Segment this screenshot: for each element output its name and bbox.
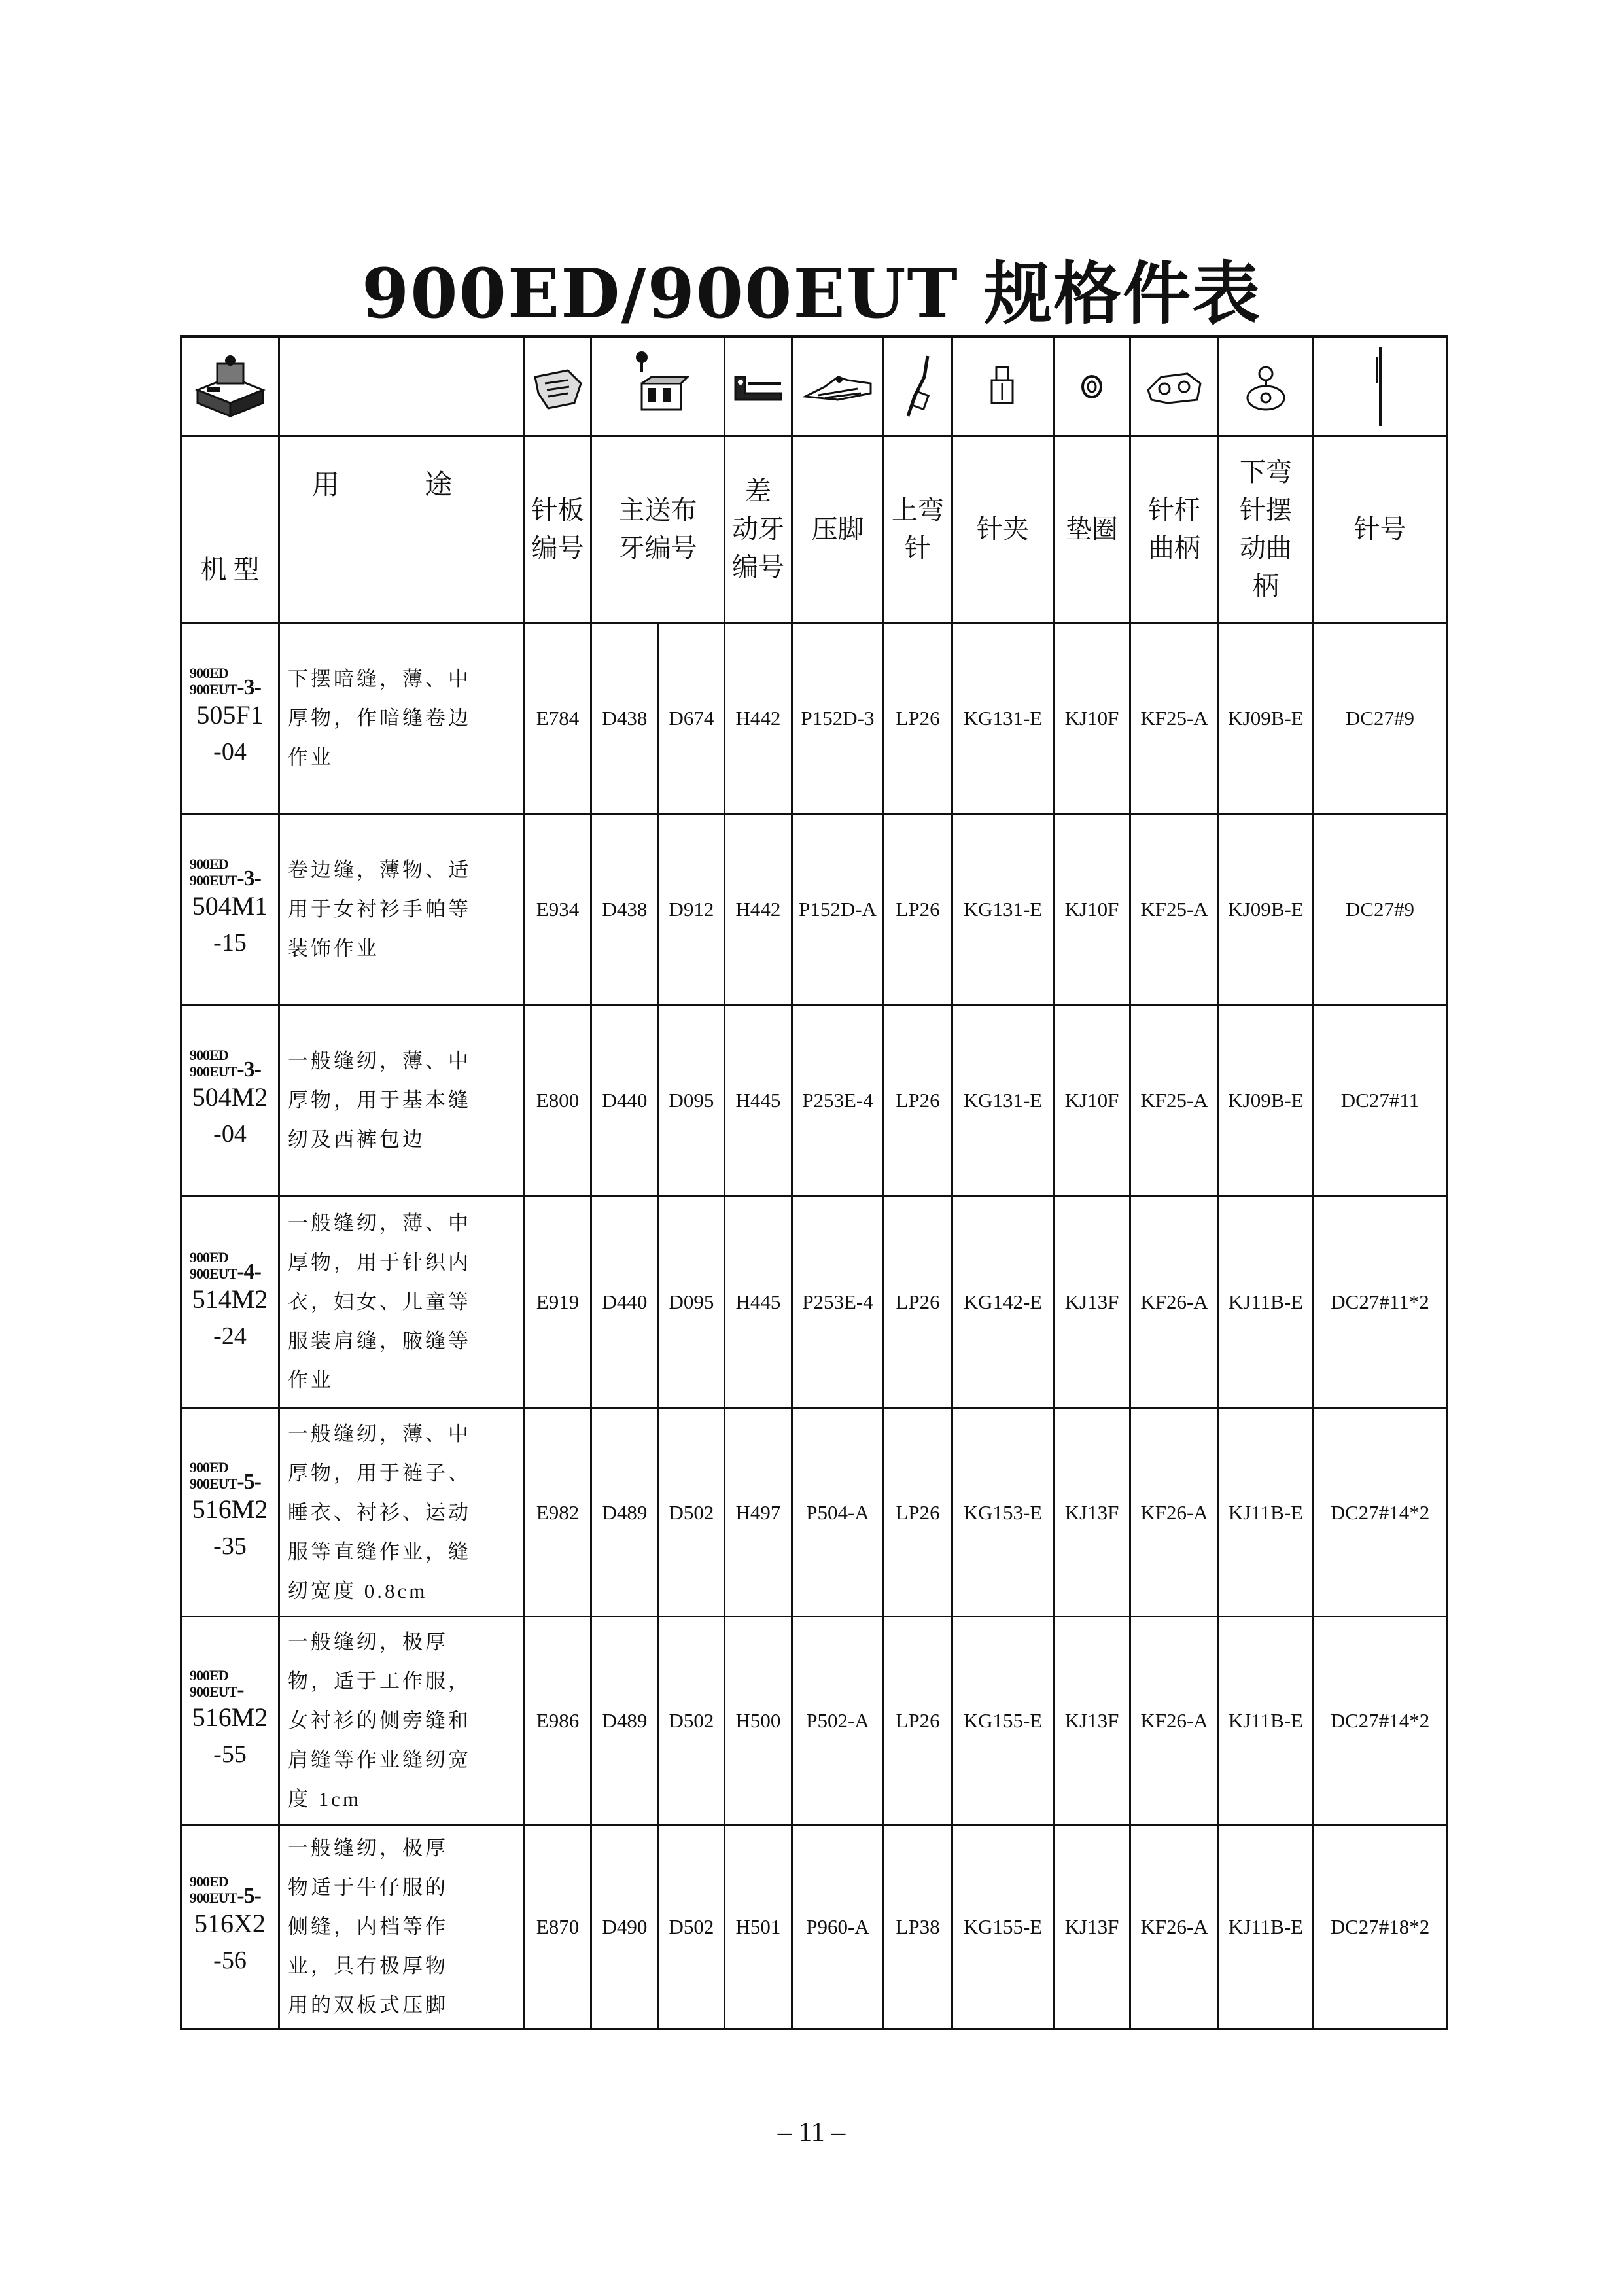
diff-feed-value: H497 xyxy=(725,1409,792,1617)
usage-cell: 一般缝纫，薄、中 厚物，用于裢子、 睡衣、衬衫、运动 服等直缝作业，缝 纫宽度 0.8cm xyxy=(279,1409,525,1617)
lower-looper-crank-value: KJ11B-E xyxy=(1219,1409,1314,1617)
main-feed-value: D502 xyxy=(659,1409,725,1617)
model-cell: 900ED 900EUT-3- 504M2 -04 xyxy=(181,1005,279,1196)
model-cell: 900ED 900EUT-3- 505F1 -04 xyxy=(181,623,279,814)
needle-bar-crank-value: KF25-A xyxy=(1130,814,1219,1005)
icon-cell-needle-plate xyxy=(525,337,591,436)
header-needle-no: 针号 xyxy=(1314,436,1447,623)
upper-looper-value: LP38 xyxy=(884,1825,952,2029)
icon-cell-main-feed xyxy=(591,337,725,436)
lower-looper-crank-value: KJ09B-E xyxy=(1219,1005,1314,1196)
model-cell: 900ED 900EUT-3- 504M1 -15 xyxy=(181,814,279,1005)
presser-foot-value: P152D-A xyxy=(792,814,884,1005)
main-feed-value: D438 xyxy=(591,814,659,1005)
usage-cell: 下摆暗缝，薄、中 厚物，作暗缝卷边 作业 xyxy=(279,623,525,814)
diff-feed-value: H501 xyxy=(725,1825,792,2029)
diff-feed-value: H445 xyxy=(725,1005,792,1196)
usage-cell: 卷边缝，薄物、适 用于女衬衫手帕等 装饰作业 xyxy=(279,814,525,1005)
main-feed-value: D440 xyxy=(591,1196,659,1409)
sewing-machine-icon xyxy=(191,351,270,423)
header-lower-looper-crank: 下弯 针摆 动曲 柄 xyxy=(1219,436,1314,623)
main-feed-value: D502 xyxy=(659,1825,725,2029)
icon-cell-usage xyxy=(279,337,525,436)
icon-cell-presser-foot xyxy=(792,337,884,436)
needle-bar-crank-value: KF26-A xyxy=(1130,1825,1219,2029)
lower-looper-crank-value: KJ11B-E xyxy=(1219,1825,1314,2029)
presser-foot-value: P253E-4 xyxy=(792,1005,884,1196)
needle-clamp-value: KG155-E xyxy=(952,1617,1054,1825)
differential-feed-icon xyxy=(729,364,788,410)
header-washer: 垫圈 xyxy=(1054,436,1130,623)
header-model: 机 型 xyxy=(181,436,279,623)
header-needle-bar-crank: 针杆 曲柄 xyxy=(1130,436,1219,623)
needle-no-value: DC27#11 xyxy=(1314,1005,1447,1196)
icon-cell-upper-looper xyxy=(884,337,952,436)
upper-looper-value: LP26 xyxy=(884,1196,952,1409)
lower-looper-crank-value: KJ09B-E xyxy=(1219,814,1314,1005)
needle-no-value: DC27#11*2 xyxy=(1314,1196,1447,1409)
needle-no-value: DC27#9 xyxy=(1314,814,1447,1005)
table-row xyxy=(181,1825,1447,2029)
model-cell: 900ED 900EUT-4- 514M2 -24 xyxy=(181,1196,279,1409)
diff-feed-value: H500 xyxy=(725,1617,792,1825)
washer-value: KJ10F xyxy=(1054,814,1130,1005)
washer-value: KJ13F xyxy=(1054,1409,1130,1617)
icon-cell-needle-clamp xyxy=(952,337,1054,436)
washer-value: KJ13F xyxy=(1054,1825,1130,2029)
needle-no-value: DC27#14*2 xyxy=(1314,1617,1447,1825)
icon-cell-needle xyxy=(1314,337,1447,436)
needle-plate-value: E986 xyxy=(525,1617,591,1825)
icon-row xyxy=(181,337,1447,436)
needle-plate-value: E919 xyxy=(525,1196,591,1409)
header-upper-looper: 上弯 针 xyxy=(884,436,952,623)
needle-plate-icon xyxy=(529,357,587,416)
presser-foot-value: P253E-4 xyxy=(792,1196,884,1409)
washer-value: KJ10F xyxy=(1054,623,1130,814)
washer-value: KJ13F xyxy=(1054,1617,1130,1825)
presser-foot-value: P504-A xyxy=(792,1409,884,1617)
needle-bar-crank-icon xyxy=(1142,364,1207,410)
needle-clamp-value: KG142-E xyxy=(952,1196,1054,1409)
main-feed-value: D489 xyxy=(591,1409,659,1617)
needle-plate-value: E800 xyxy=(525,1005,591,1196)
header-presser-foot: 压脚 xyxy=(792,436,884,623)
icon-cell-needle-bar-crank xyxy=(1130,337,1219,436)
needle-plate-value: E784 xyxy=(525,623,591,814)
feed-dog-icon xyxy=(622,347,694,426)
main-feed-value: D438 xyxy=(591,623,659,814)
main-feed-value: D912 xyxy=(659,814,725,1005)
needle-clamp-value: KG153-E xyxy=(952,1409,1054,1617)
presser-foot-value: P152D-3 xyxy=(792,623,884,814)
diff-feed-value: H445 xyxy=(725,1196,792,1409)
main-feed-value: D095 xyxy=(659,1196,725,1409)
page-number: – 11 – xyxy=(777,2117,846,2147)
upper-looper-value: LP26 xyxy=(884,1617,952,1825)
presser-foot-value: P960-A xyxy=(792,1825,884,2029)
table-row xyxy=(181,1196,1447,1409)
needle-bar-crank-value: KF26-A xyxy=(1130,1409,1219,1617)
header-needle-clamp: 针夹 xyxy=(952,436,1054,623)
needle-plate-value: E982 xyxy=(525,1409,591,1617)
needle-plate-value: E934 xyxy=(525,814,591,1005)
header-needle-plate: 针板 编号 xyxy=(525,436,591,623)
main-feed-value: D440 xyxy=(591,1005,659,1196)
usage-cell: 一般缝纫，薄、中 厚物，用于基本缝 纫及西裤包边 xyxy=(279,1005,525,1196)
header-main-feed: 主送布 牙编号 xyxy=(591,436,725,623)
upper-looper-value: LP26 xyxy=(884,623,952,814)
table-row xyxy=(181,814,1447,1005)
washer-icon xyxy=(1075,370,1108,403)
main-feed-value: D674 xyxy=(659,623,725,814)
needle-bar-crank-value: KF26-A xyxy=(1130,1196,1219,1409)
lower-looper-crank-icon xyxy=(1236,357,1295,416)
diff-feed-value: H442 xyxy=(725,814,792,1005)
diff-feed-value: H442 xyxy=(725,623,792,814)
washer-value: KJ13F xyxy=(1054,1196,1130,1409)
needle-icon xyxy=(1367,344,1393,429)
header-row xyxy=(181,436,1447,623)
needle-bar-crank-value: KF26-A xyxy=(1130,1617,1219,1825)
needle-clamp-icon xyxy=(986,361,1019,413)
usage-cell: 一般缝纫，薄、中 厚物，用于针织内 衣，妇女、儿童等 服装肩缝，腋缝等 作业 xyxy=(279,1196,525,1409)
lower-looper-crank-value: KJ11B-E xyxy=(1219,1196,1314,1409)
needle-bar-crank-value: KF25-A xyxy=(1130,623,1219,814)
needle-clamp-value: KG131-E xyxy=(952,1005,1054,1196)
spec-table xyxy=(180,335,1448,2030)
icon-cell-diff-feed xyxy=(725,337,792,436)
needle-no-value: DC27#14*2 xyxy=(1314,1409,1447,1617)
needle-plate-value: E870 xyxy=(525,1825,591,2029)
page-title: 900ED/900EUT 规格件表 xyxy=(361,253,1262,334)
usage-cell: 一般缝纫，极厚 物适于牛仔服的 侧缝，内档等作 业，具有极厚物 用的双板式压脚 xyxy=(279,1825,525,2029)
icon-cell-washer xyxy=(1054,337,1130,436)
icon-cell-model xyxy=(181,337,279,436)
upper-looper-value: LP26 xyxy=(884,814,952,1005)
table-row xyxy=(181,1005,1447,1196)
upper-looper-icon xyxy=(898,351,937,423)
main-feed-value: D502 xyxy=(659,1617,725,1825)
table-row xyxy=(181,1617,1447,1825)
table-row xyxy=(181,1409,1447,1617)
model-cell: 900ED 900EUT-5- 516M2 -35 xyxy=(181,1409,279,1617)
needle-clamp-value: KG131-E xyxy=(952,623,1054,814)
main-feed-value: D095 xyxy=(659,1005,725,1196)
model-cell: 900ED 900EUT- 516M2 -55 xyxy=(181,1617,279,1825)
lower-looper-crank-value: KJ09B-E xyxy=(1219,623,1314,814)
lower-looper-crank-value: KJ11B-E xyxy=(1219,1617,1314,1825)
main-feed-value: D489 xyxy=(591,1617,659,1825)
main-feed-value: D490 xyxy=(591,1825,659,2029)
usage-cell: 一般缝纫，极厚 物，适于工作服， 女衬衫的侧旁缝和 肩缝等作业缝纫宽 度 1cm xyxy=(279,1617,525,1825)
model-cell: 900ED 900EUT-5- 516X2 -56 xyxy=(181,1825,279,2029)
presser-foot-value: P502-A xyxy=(792,1617,884,1825)
needle-clamp-value: KG131-E xyxy=(952,814,1054,1005)
table-row xyxy=(181,623,1447,814)
upper-looper-value: LP26 xyxy=(884,1005,952,1196)
needle-bar-crank-value: KF25-A xyxy=(1130,1005,1219,1196)
upper-looper-value: LP26 xyxy=(884,1409,952,1617)
needle-no-value: DC27#9 xyxy=(1314,623,1447,814)
header-diff-feed: 差 动牙 编号 xyxy=(725,436,792,623)
needle-clamp-value: KG155-E xyxy=(952,1825,1054,2029)
washer-value: KJ10F xyxy=(1054,1005,1130,1196)
icon-cell-lower-looper-crank xyxy=(1219,337,1314,436)
presser-foot-icon xyxy=(799,364,877,410)
needle-no-value: DC27#18*2 xyxy=(1314,1825,1447,2029)
header-usage: 用 途 xyxy=(279,436,525,623)
